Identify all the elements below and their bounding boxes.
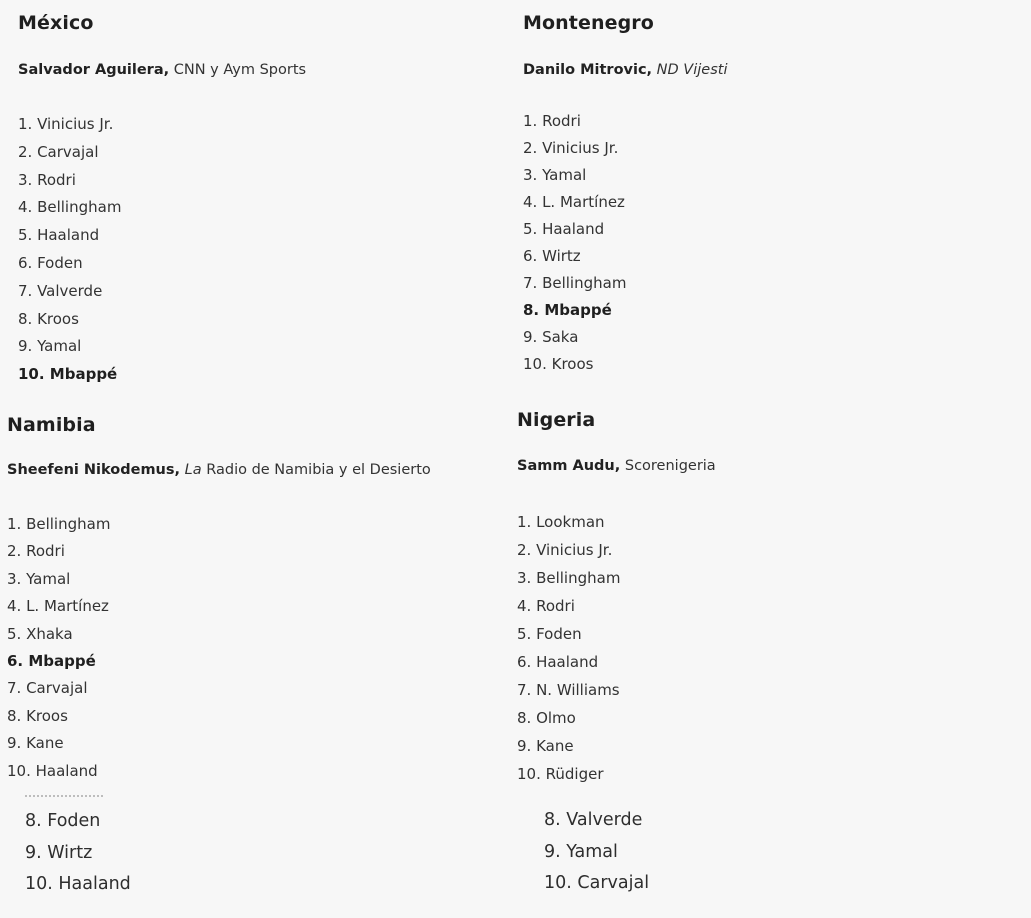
ranking-item: 4. L. Martínez xyxy=(7,597,109,616)
ranking-item: 10. Kroos xyxy=(523,355,594,373)
ranking-item: 8. Kroos xyxy=(7,706,68,725)
ranking-item: 10. Carvajal xyxy=(544,873,650,893)
outlet-name: ND Vijesti xyxy=(652,62,728,78)
ranking-item: 4. Bellingham xyxy=(18,198,122,217)
ranking-item: 9. Wirtz xyxy=(25,842,93,863)
ranking-item: 9. Yamal xyxy=(18,337,82,356)
cutoff-text-fragment xyxy=(25,795,103,799)
ranking-item: 1. Bellingham xyxy=(7,515,111,533)
country-heading: México xyxy=(18,12,94,34)
section-montenegro xyxy=(523,12,728,373)
overlay-ranking-right xyxy=(544,805,649,900)
ranking-item: 1. Rodri xyxy=(523,112,581,130)
ranking-item: 9. Kane xyxy=(7,734,64,753)
ranking-item: 10. Haaland xyxy=(25,874,131,894)
ranking-item: 3. Rodri xyxy=(18,170,76,189)
ranking-item: 6. Wirtz xyxy=(523,247,581,265)
ranking-item: 2. Vinicius Jr. xyxy=(523,139,619,157)
ranking-item: 6. Mbappé xyxy=(7,651,96,670)
ranking-item: 8. Olmo xyxy=(517,709,576,727)
ranking-item: 10. Rüdiger xyxy=(517,765,604,783)
outlet-name: Radio de Namibia y el Desierto xyxy=(201,462,431,478)
ranking-item: 8. Valverde xyxy=(544,810,643,830)
ranking-list xyxy=(523,108,626,378)
country-heading: Montenegro xyxy=(523,12,654,34)
ranking-item: 2. Rodri xyxy=(7,542,65,561)
ranking-item: 9. Kane xyxy=(517,737,574,755)
ranking-item: 2. Vinicius Jr. xyxy=(517,541,613,559)
ranking-item: 3. Bellingham xyxy=(517,569,621,587)
ranking-item: 5. Haaland xyxy=(523,220,605,238)
ranking-item: 10. Haaland xyxy=(7,761,98,780)
ranking-item: 10. Mbappé xyxy=(18,365,118,384)
country-heading: Namibia xyxy=(7,414,96,436)
section-namibia xyxy=(7,414,431,780)
ranking-item: 3. Yamal xyxy=(7,569,71,588)
ranking-item: 7. N. Williams xyxy=(517,681,620,699)
ranking-list xyxy=(18,111,121,389)
journalist-name: Salvador Aguilera, xyxy=(18,62,170,78)
ranking-list xyxy=(7,511,110,785)
ranking-item: 7. Bellingham xyxy=(523,274,627,292)
ranking-item: 5. Foden xyxy=(517,625,582,643)
ranking-item: 8. Kroos xyxy=(18,309,79,328)
section-mexico xyxy=(18,12,307,384)
journalist-byline xyxy=(18,62,306,78)
ranking-item: 3. Yamal xyxy=(523,166,587,184)
journalist-name: Danilo Mitrovic, xyxy=(523,62,653,78)
ranking-item: 4. L. Martínez xyxy=(523,193,625,211)
overlay-ranking-left xyxy=(25,806,131,901)
ranking-list xyxy=(517,508,620,788)
outlet-name: CNN y Aym Sports xyxy=(169,62,307,78)
outlet-name-italic: La xyxy=(180,462,202,478)
ranking-item: 9. Yamal xyxy=(544,841,618,862)
ranking-item: 8. Mbappé xyxy=(523,301,612,319)
ranking-item: 1. Vinicius Jr. xyxy=(18,115,114,133)
section-nigeria xyxy=(517,409,716,783)
journalist-byline xyxy=(517,458,716,474)
ranking-item: 2. Carvajal xyxy=(18,142,99,161)
ranking-item: 6. Foden xyxy=(18,253,83,272)
ranking-item: 7. Valverde xyxy=(18,281,103,300)
ranking-item: 8. Foden xyxy=(25,811,101,831)
ranking-item: 4. Rodri xyxy=(517,597,575,615)
ranking-item: 6. Haaland xyxy=(517,653,599,671)
ranking-item: 7. Carvajal xyxy=(7,679,88,698)
outlet-name: Scorenigeria xyxy=(620,458,716,474)
journalist-name: Sheefeni Nikodemus, xyxy=(7,462,181,478)
journalist-byline xyxy=(523,62,727,78)
ranking-item: 1. Lookman xyxy=(517,513,605,531)
ranking-item: 5. Haaland xyxy=(18,226,100,245)
country-heading: Nigeria xyxy=(517,409,596,431)
journalist-name: Samm Audu, xyxy=(517,458,621,474)
ranking-item: 5. Xhaka xyxy=(7,624,73,643)
ranking-item: 9. Saka xyxy=(523,328,579,346)
journalist-byline xyxy=(7,462,431,478)
